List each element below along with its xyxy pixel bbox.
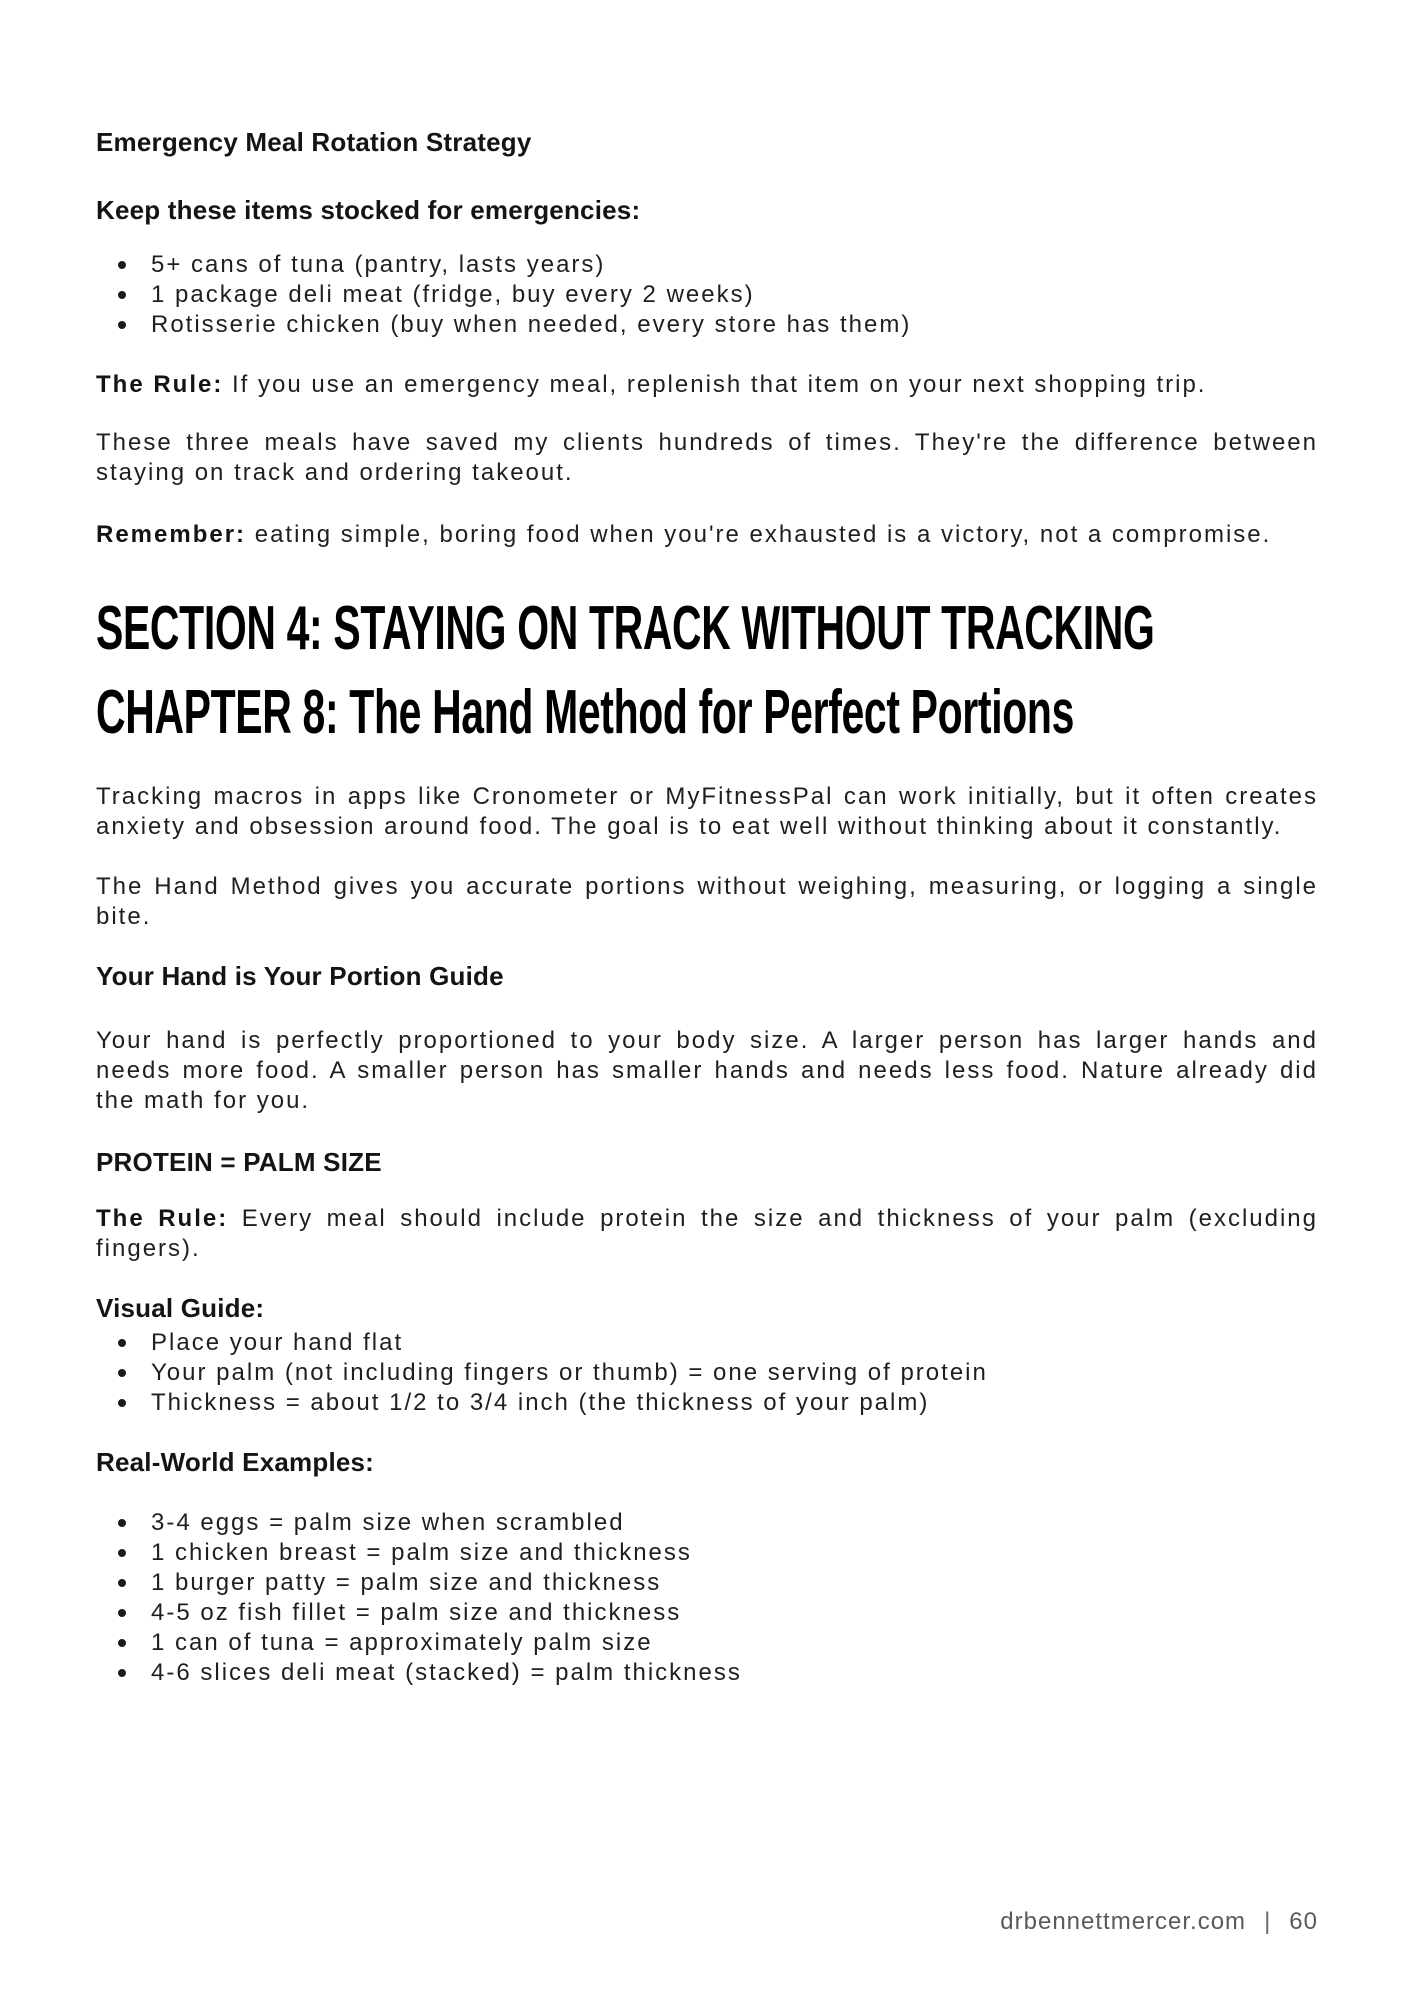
- list-item-text: 4-6 slices deli meat (stacked) = palm thickness: [151, 1659, 742, 1686]
- list-item-text: 4-5 oz fish fillet = palm size and thickness: [151, 1599, 682, 1626]
- chapter-intro-paragraph-2: The Hand Method gives you accurate portions without weighing, measuring, or logging a single bite.: [96, 873, 1318, 930]
- list-item: [151, 250, 1318, 280]
- list-item-text: 1 package deli meat (fridge, buy every 2 weeks): [151, 281, 755, 308]
- hand-guide-paragraph: Your hand is perfectly proportioned to your body size. A larger person has larger hands and needs more food. A smaller person has smaller hands and needs less food. Nature already did the math for you.: [96, 1027, 1318, 1114]
- footer-separator: |: [1264, 1908, 1272, 1935]
- list-item: [151, 1388, 1318, 1418]
- protein-rule-text: Every meal should include protein the size and thickness of your palm (excluding fingers).: [96, 1205, 1319, 1262]
- list-item-text: Your palm (not including fingers or thumb) = one serving of protein: [151, 1359, 988, 1386]
- list-item: [151, 310, 1318, 340]
- rule-text: If you use an emergency meal, replenish that item on your next shopping trip.: [232, 371, 1207, 398]
- list-item-text: Rotisserie chicken (buy when needed, every store has them): [151, 311, 912, 338]
- heading-hand-portion-guide: Your Hand is Your Portion Guide: [96, 961, 504, 991]
- chapter-intro-paragraph-1: Tracking macros in apps like Cronometer or MyFitnessPal can work initially, but it often creates anxiety and obsession around food. The goal is to eat well without thinking about it constantly.: [96, 783, 1318, 840]
- list-item: [151, 1598, 1318, 1628]
- remember-label: Remember:: [96, 521, 247, 548]
- list-item-text: 1 chicken breast = palm size and thickness: [151, 1539, 692, 1566]
- rule-paragraph: [96, 370, 1318, 400]
- chapter-title-text: CHAPTER 8: The Hand Method for Perfect Portions: [96, 678, 1075, 747]
- list-item: [151, 1358, 1318, 1388]
- saved-clients-paragraph: These three meals have saved my clients hundreds of times. They're the difference between staying on track and ordering takeout.: [96, 429, 1318, 486]
- heading-real-world-examples: Real-World Examples:: [96, 1447, 375, 1477]
- protein-rule-paragraph: [96, 1204, 1318, 1264]
- list-item: [151, 1508, 1318, 1538]
- examples-list: [96, 1508, 1318, 1688]
- list-item-text: Thickness = about 1/2 to 3/4 inch (the thickness of your palm): [151, 1389, 930, 1416]
- list-item: [151, 280, 1318, 310]
- emergency-stock-list: [96, 250, 1318, 340]
- list-item-text: 1 can of tuna = approximately palm size: [151, 1629, 653, 1656]
- heading-keep-items-stocked: Keep these items stocked for emergencies:: [96, 195, 641, 225]
- list-item-text: 1 burger patty = palm size and thickness: [151, 1569, 662, 1596]
- list-item: [151, 1568, 1318, 1598]
- list-item-text: Place your hand flat: [151, 1329, 404, 1356]
- protein-rule-label: The Rule:: [96, 1205, 229, 1232]
- list-item-text: 3-4 eggs = palm size when scrambled: [151, 1509, 625, 1536]
- footer-site-text: drbennettmercer.com: [1000, 1908, 1247, 1935]
- heading-protein-palm-size: PROTEIN = PALM SIZE: [96, 1147, 382, 1177]
- list-item: [151, 1628, 1318, 1658]
- list-item: [151, 1658, 1318, 1688]
- section-title-text: SECTION 4: STAYING ON TRACK WITHOUT TRACKING: [96, 594, 1155, 663]
- chapter-title: [96, 674, 1318, 752]
- list-item: [151, 1328, 1318, 1358]
- remember-text: eating simple, boring food when you're exhausted is a victory, not a compromise.: [254, 521, 1272, 548]
- list-item: [151, 1538, 1318, 1568]
- section-title: [96, 590, 1318, 668]
- heading-visual-guide: Visual Guide:: [96, 1293, 265, 1323]
- visual-guide-list: [96, 1328, 1318, 1418]
- remember-paragraph: [96, 520, 1318, 550]
- list-item-text: 5+ cans of tuna (pantry, lasts years): [151, 251, 606, 278]
- rule-label: The Rule:: [96, 371, 224, 398]
- heading-emergency-meal-rotation: Emergency Meal Rotation Strategy: [96, 127, 532, 157]
- footer-page-number: 60: [1289, 1908, 1318, 1935]
- page-footer: [96, 1908, 1318, 1936]
